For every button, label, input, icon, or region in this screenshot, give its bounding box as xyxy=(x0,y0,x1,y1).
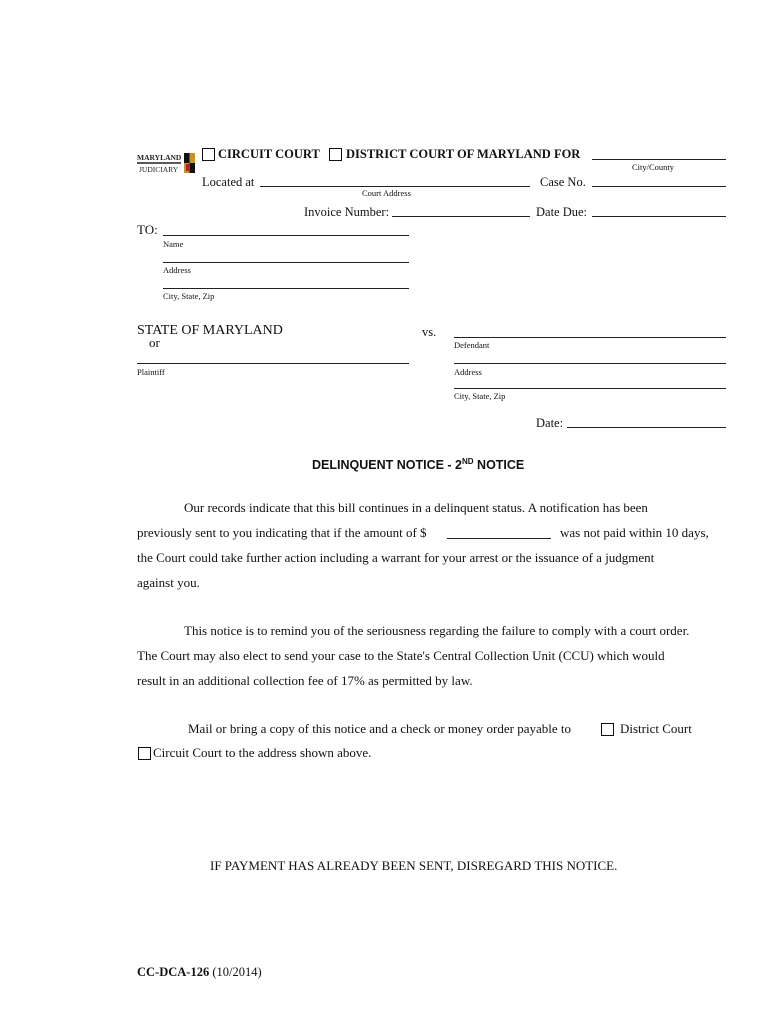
city-county-caption: City/County xyxy=(632,162,675,172)
district-court-payable-checkbox[interactable] xyxy=(601,723,614,736)
svg-text:JUDICIARY: JUDICIARY xyxy=(139,165,179,174)
plaintiff-field[interactable] xyxy=(137,363,409,364)
date-field[interactable] xyxy=(567,427,726,428)
to-address-field[interactable] xyxy=(163,262,409,263)
located-at-label: Located at xyxy=(202,175,255,189)
city-county-field[interactable] xyxy=(592,159,726,160)
circuit-court-label: CIRCUIT COURT xyxy=(218,147,320,161)
vs-label: vs. xyxy=(422,325,437,339)
circuit-court-payable-checkbox[interactable] xyxy=(138,747,151,760)
amount-field[interactable] xyxy=(447,538,551,539)
court-address-field[interactable] xyxy=(260,186,530,187)
date-due-label: Date Due: xyxy=(536,205,588,219)
p1-line2b: was not paid within 10 days, xyxy=(560,525,709,540)
district-court-checkbox[interactable] xyxy=(329,148,342,161)
invoice-number-field[interactable] xyxy=(392,216,530,217)
notice-title-end: NOTICE xyxy=(473,458,525,473)
date-due-field[interactable] xyxy=(592,216,726,217)
p3-line1: Mail or bring a copy of this notice and a check or money order payable to xyxy=(188,721,572,736)
p1-line2a: previously sent to you indicating that if the amount of $ xyxy=(137,525,427,540)
form-id xyxy=(137,965,262,980)
case-no-label: Case No. xyxy=(540,175,586,189)
plaintiff-caption: Plaintiff xyxy=(137,367,165,377)
form-date: (10/2014) xyxy=(212,965,262,979)
notice-title xyxy=(312,457,524,472)
address-caption: Address xyxy=(163,265,191,275)
case-no-field[interactable] xyxy=(592,186,726,187)
p1-line1: Our records indicate that this bill continues in a delinquent status. A notification has been xyxy=(184,500,648,515)
defendant-caption: Defendant xyxy=(454,340,490,350)
p2-line3: result in an additional collection fee of 17% as permitted by law. xyxy=(137,673,473,688)
district-court-label: DISTRICT COURT OF MARYLAND FOR xyxy=(346,147,581,161)
notice-title-sup: ND xyxy=(462,457,474,466)
name-caption: Name xyxy=(163,239,184,249)
defendant-city-state-zip-caption: City, State, Zip xyxy=(454,391,506,401)
to-name-field[interactable] xyxy=(163,235,409,236)
or-label: or xyxy=(149,335,160,350)
notice-title-main: DELINQUENT NOTICE - 2 xyxy=(312,458,463,473)
defendant-address-field[interactable] xyxy=(454,363,726,364)
circuit-court-checkbox[interactable] xyxy=(202,148,215,161)
p2-line1: This notice is to remind you of the seriousness regarding the failure to comply with a court order. xyxy=(184,623,690,638)
disregard-notice: IF PAYMENT HAS ALREADY BEEN SENT, DISREGARD THIS NOTICE. xyxy=(210,858,618,873)
city-state-zip-caption: City, State, Zip xyxy=(163,291,215,301)
p2-line2: The Court may also elect to send your case to the State's Central Collection Unit (CCU) which would xyxy=(137,648,665,663)
date-label: Date: xyxy=(536,416,564,430)
p1-line4: against you. xyxy=(137,575,200,590)
state-of-maryland-label: STATE OF MARYLAND xyxy=(137,323,283,338)
maryland-judiciary-logo xyxy=(137,151,197,177)
p1-line3: the Court could take further action including a warrant for your arrest or the issuance of a judgment xyxy=(137,550,655,565)
p3-district-court-label: District Court xyxy=(620,721,692,736)
court-address-caption: Court Address xyxy=(362,188,411,198)
invoice-number-label: Invoice Number: xyxy=(304,205,390,219)
to-city-state-zip-field[interactable] xyxy=(163,288,409,289)
form-code: CC-DCA-126 xyxy=(137,965,210,979)
to-label: TO: xyxy=(137,222,158,237)
defendant-city-state-zip-field[interactable] xyxy=(454,388,726,389)
svg-text:MARYLAND: MARYLAND xyxy=(137,153,182,162)
p3-line2: Circuit Court to the address shown above. xyxy=(153,745,372,760)
defendant-address-caption: Address xyxy=(454,367,482,377)
defendant-field[interactable] xyxy=(454,337,726,338)
